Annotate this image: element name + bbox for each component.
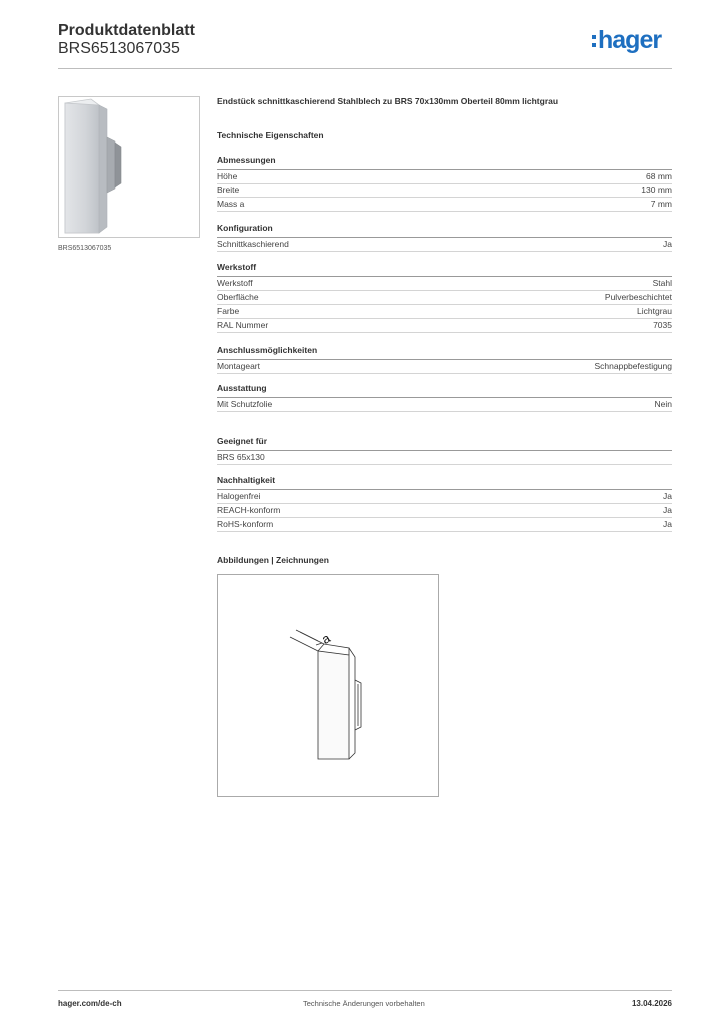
property-value: 7 mm	[650, 199, 672, 209]
property-label: BRS 65x130	[217, 452, 265, 462]
logo-text: hager	[598, 26, 662, 54]
property-value: Ja	[663, 239, 672, 249]
drawings-title: Abbildungen | Zeichnungen	[217, 555, 329, 565]
property-row	[217, 360, 672, 374]
property-label: RAL Nummer	[217, 320, 269, 330]
section-title: Werkstoff	[217, 262, 672, 277]
property-row	[217, 184, 672, 198]
property-label: Mit Schutzfolie	[217, 399, 273, 409]
technical-drawing	[217, 574, 439, 797]
property-row	[217, 451, 672, 465]
property-row	[217, 305, 672, 319]
section-title: Anschlussmöglichkeiten	[217, 345, 672, 360]
product-code: BRS6513067035	[58, 40, 180, 57]
section-werkstoff	[217, 262, 672, 333]
property-row	[217, 170, 672, 184]
property-row	[217, 291, 672, 305]
section-anschlussmoeglichkeiten	[217, 345, 672, 374]
property-row	[217, 518, 672, 532]
footer-website-link[interactable]: hager.com/de-ch	[58, 999, 122, 1008]
section-konfiguration	[217, 223, 672, 252]
dimension-label: a	[319, 630, 333, 647]
property-value: Ja	[663, 491, 672, 501]
property-label: RoHS-konform	[217, 519, 274, 529]
product-thumbnail	[58, 96, 200, 238]
section-title: Geeignet für	[217, 436, 672, 451]
section-nachhaltigkeit	[217, 475, 672, 532]
section-title: Ausstattung	[217, 383, 672, 398]
property-label: Halogenfrei	[217, 491, 261, 501]
section-title: Nachhaltigkeit	[217, 475, 672, 490]
property-label: Farbe	[217, 306, 240, 316]
product-description: Endstück schnittkaschierend Stahlblech zu BRS 70x130mm Oberteil 80mm lichtgrau	[217, 96, 559, 106]
property-value: Schnappbefestigung	[594, 361, 672, 371]
property-row	[217, 198, 672, 212]
property-row	[217, 277, 672, 291]
property-label: Höhe	[217, 171, 238, 181]
property-value: Stahl	[652, 278, 672, 288]
property-label: Schnittkaschierend	[217, 239, 289, 249]
property-row	[217, 238, 672, 252]
section-abmessungen	[217, 155, 672, 212]
property-label: REACH-konform	[217, 505, 281, 515]
header-divider	[58, 68, 672, 69]
property-label: Montageart	[217, 361, 260, 371]
property-value: Lichtgrau	[637, 306, 672, 316]
property-row	[217, 319, 672, 333]
property-label: Breite	[217, 185, 240, 195]
property-value: Nein	[654, 399, 672, 409]
property-value: 7035	[653, 320, 672, 330]
footer-divider	[58, 990, 672, 991]
page-title: Produktdatenblatt	[58, 22, 195, 39]
technical-properties-title: Technische Eigenschaften	[217, 130, 324, 140]
property-row	[217, 490, 672, 504]
property-value: 130 mm	[641, 185, 672, 195]
property-row	[217, 398, 672, 412]
footer-date: 13.04.2026	[631, 999, 672, 1008]
end-cap-line-drawing	[218, 575, 438, 796]
property-label: Mass a	[217, 199, 245, 209]
property-value: Pulverbeschichtet	[604, 292, 672, 302]
property-value: Ja	[663, 519, 672, 529]
property-value: 68 mm	[646, 171, 672, 181]
section-geeignet-fuer	[217, 436, 672, 465]
property-row	[217, 504, 672, 518]
property-label: Oberfläche	[217, 292, 259, 302]
section-title: Konfiguration	[217, 223, 672, 238]
thumbnail-caption: BRS6513067035	[58, 245, 112, 252]
end-cap-product-image	[59, 97, 199, 237]
property-value: Ja	[663, 505, 672, 515]
footer-notice: Technische Änderungen vorbehalten	[303, 999, 425, 1008]
logo-dots-icon	[592, 35, 597, 51]
property-label: Werkstoff	[217, 278, 253, 288]
section-title: Abmessungen	[217, 155, 672, 170]
section-ausstattung	[217, 383, 672, 412]
